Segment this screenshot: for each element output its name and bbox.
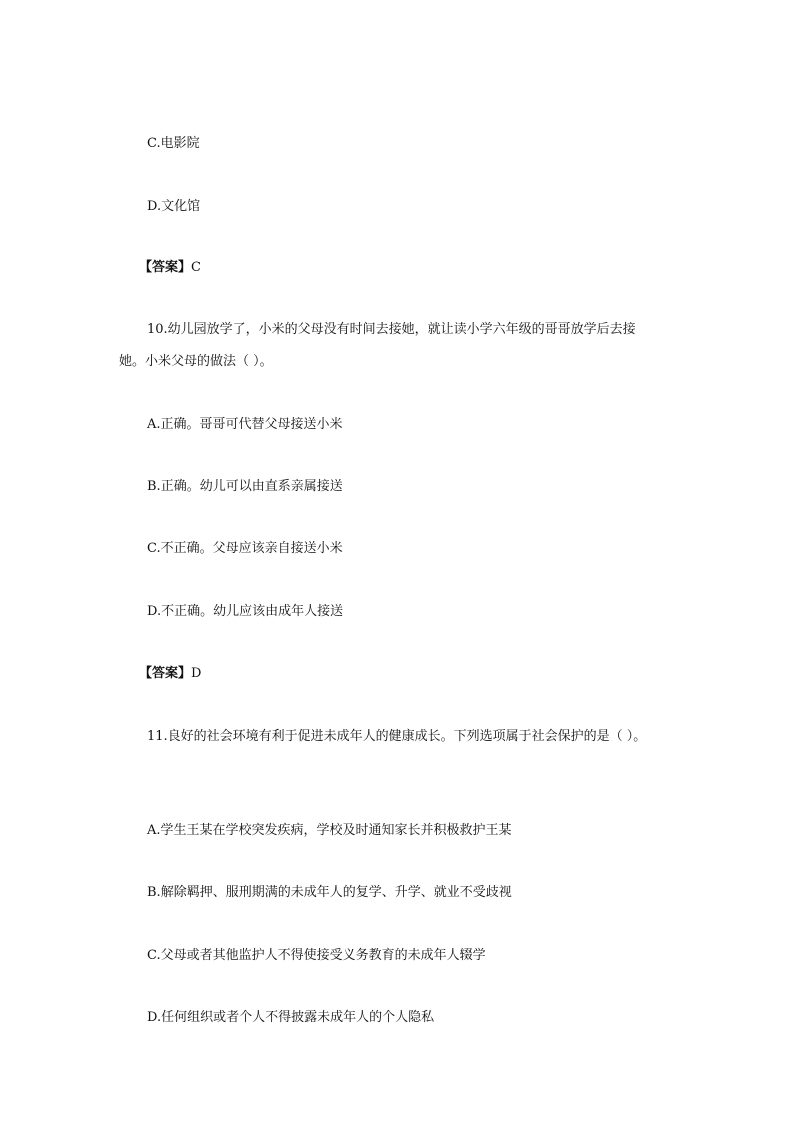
option-letter: C. xyxy=(147,136,161,151)
q9-option-c xyxy=(147,134,200,154)
option-letter: D. xyxy=(147,604,162,619)
q11-option-c xyxy=(147,946,486,966)
option-text: 电影院 xyxy=(160,136,200,151)
option-text: 解除羁押、服刑期满的未成年人的复学、升学、就业不受歧视 xyxy=(160,885,512,900)
q9-answer xyxy=(139,258,201,278)
option-letter: B. xyxy=(147,885,161,900)
answer-value: D xyxy=(191,666,202,681)
option-text: 学生王某在学校突发疾病，学校及时通知家长并积极救护王某 xyxy=(160,823,512,838)
option-text: 不正确。幼儿应该由成年人接送 xyxy=(161,604,344,619)
option-letter: A. xyxy=(147,823,161,838)
q11-option-a xyxy=(147,821,512,841)
option-letter: B. xyxy=(147,479,161,494)
option-letter: A. xyxy=(147,417,161,432)
q10-stem-line1: 10.幼儿园放学了，小米的父母没有时间去接她，就让读小学六年级的哥哥放学后去接 xyxy=(147,322,636,337)
option-text: 文化馆 xyxy=(161,199,201,214)
answer-value: C xyxy=(191,260,201,275)
option-letter: D. xyxy=(147,1010,162,1025)
q10-stem-line2: 她。小米父母的做法（ ）。 xyxy=(119,354,273,369)
q9-option-d xyxy=(147,197,200,217)
q10-option-d xyxy=(147,602,343,622)
option-text: 正确。幼儿可以由直系亲属接送 xyxy=(160,479,343,494)
q11-stem: 11.良好的社会环境有利于促进未成年人的健康成长。下列选项属于社会保护的是（ ）。 xyxy=(147,729,647,744)
q10-option-b xyxy=(147,477,343,497)
answer-label: 【答案】 xyxy=(139,666,192,681)
q10-option-c xyxy=(147,539,343,559)
option-letter: C. xyxy=(147,948,161,963)
option-text: 任何组织或者个人不得披露未成年人的个人隐私 xyxy=(161,1010,435,1025)
answer-label: 【答案】 xyxy=(139,260,192,275)
option-text: 正确。哥哥可代替父母接送小米 xyxy=(160,417,343,432)
q10-option-a xyxy=(147,415,343,435)
q11-option-b xyxy=(147,883,512,903)
option-letter: D. xyxy=(147,199,162,214)
option-letter: C. xyxy=(147,541,161,556)
q11-option-d xyxy=(147,1008,434,1028)
option-text: 不正确。父母应该亲自接送小米 xyxy=(160,541,343,556)
q10-answer xyxy=(139,664,201,684)
option-text: 父母或者其他监护人不得使接受义务教育的未成年人辍学 xyxy=(160,948,486,963)
